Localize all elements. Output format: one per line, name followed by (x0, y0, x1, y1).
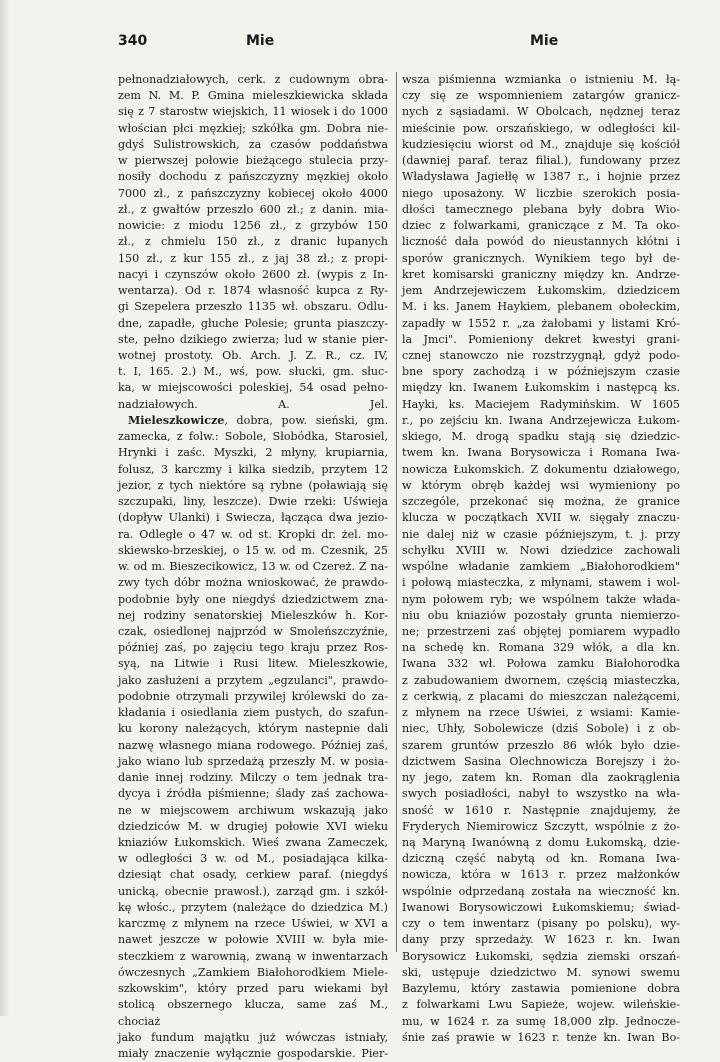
text-line: dziedziców M. w drugiej połowie XVI wieku (118, 819, 388, 833)
text-line: włościan płci męzkiej; szkółka gm. Dobra nie- (118, 121, 388, 135)
text-line: ka, w miejscowości poleskiej, 54 osad pełno- (118, 381, 388, 395)
text-line: schyłku XVIII w. Nowi dziedzice zachowali (402, 543, 680, 557)
text-line: karczmę z młynem na rzece Uświei, w XVI a (118, 917, 388, 931)
text-line: szczupaki, liny, leszcze). Dwie rzeki: Uświeja (118, 495, 388, 509)
text-line: z folwarkami Lwu Sapieże, wojew. wileńskie- (402, 998, 680, 1012)
text-line: ra. Odległe o 47 w. od st. Kropki dr. żel. mo- (118, 527, 388, 541)
text-line: (dopływ Ulanki) i Swiecza, łącząca dwa jezio- (118, 511, 388, 525)
text-line: dziesiąt chat osady, cerkiew paraf. (niegdyś (118, 868, 388, 882)
text-line: wotnej prostoty. Ob. Arch. J. Z. R., cz. IV, (118, 348, 388, 362)
text-line: la Jmci". Pomieniony dekret kwestyi grani- (402, 332, 680, 346)
text-line: jako wiano lub sprzedażą przeszły M. w posia- (118, 754, 388, 768)
text-line: wspólne władanie zamkiem „Białohorodkiem" (402, 560, 680, 574)
text-line: nowicza Łukomskich. Z dokumentu działowego, (402, 462, 680, 476)
text-line: szarem gruntów przeszło 86 włók było dzie- (402, 738, 680, 752)
text-line: się z 7 starostw wiejskich, 11 wiosek i do 1000 (118, 105, 388, 119)
text-line: w którym obręb każdej wsi wymieniony po (402, 478, 680, 492)
text-line: zwy tych dóbr można wnioskować, że prawdo- (118, 576, 388, 590)
text-line: unicką, obecnie prawosł.), zarząd gm. i szkół- (118, 884, 388, 898)
text-line: skiewsko-brzeskiej, o 15 w. od m. Czesnik, 25 (118, 543, 388, 557)
text-line: ny jego, zatem kn. Roman dla zaokrąglenia (402, 771, 680, 785)
text-line: Iwanowi Borysowiczowi Łukomskiemu; świad- (402, 900, 680, 914)
text-line: zł., z gwałtów przeszło 600 zł.; z danin. mia- (118, 202, 388, 216)
left-text-column (118, 72, 388, 1062)
text-line: syą, na Litwie i Rusi litew. Mieleszkowie, (118, 657, 388, 671)
text-line: cznej stanowczo nie rozstrzygnął, gdyż podo- (402, 348, 680, 362)
text-line: 7000 zł., z pańszczyzny kobiecej około 4000 (118, 186, 388, 200)
text-line: czak, osiedlonej najprzód w Smoleńszczyźnie, (118, 624, 388, 638)
text-line: z młynem na rzece Uświei, z wsiami: Kamie- (402, 706, 680, 720)
text-line: nie dalej niż w czasie późniejszym, t. j. przy (402, 527, 680, 541)
text-line: ste, pełno dzikiego zwierza; lud w stanie pier- (118, 332, 388, 346)
text-line: sporów granicznych. Wynikiem tego był de- (402, 251, 680, 265)
text-line: wentarza). Od r. 1874 własność kupca z Ry- (118, 284, 388, 298)
text-line: stolicą obszernego klucza, same zaś M., chociaż (118, 998, 388, 1028)
text-line: zapadły w 1552 r. „za żałobami y listami Kró- (402, 316, 680, 330)
text-line: pełnonadziałowych, cerk. z cudownym obra- (118, 73, 388, 86)
text-line: nowicza, która w 1613 r. przez małżonków (402, 868, 680, 882)
text-line: liczność dała powód do nieustannych kłótni i (402, 235, 680, 249)
text-line: podobnie otrzymali przywilej królewski do za- (118, 689, 388, 703)
text-line: gdyś Sulistrowskich, za czasów poddaństwa (118, 137, 388, 151)
text-line: w odległości 3 w. od M., posiadająca kilka- (118, 852, 388, 866)
text-line: nosiły dochodu z pańszczyzny męzkiej około (118, 170, 388, 184)
text-line: r., po zejściu kn. Iwana Andrzejewicza Łukom- (402, 413, 680, 427)
text-line: jako fundum majątku już wówczas istniały, (118, 1030, 388, 1044)
text-line: szczególe, przekonać się można, że granice (402, 495, 680, 509)
text-line: gi Szepelera przeszło 1135 wł. obszaru. Odlu- (118, 300, 388, 314)
text-line: nazwę własnego miana rodowego. Później zaś, (118, 738, 388, 752)
page-edge-shadow (0, 0, 10, 1016)
text-line: dzictwem Sasina Olechnowicza Borejszy i żo- (402, 754, 680, 768)
text-line: z zabudowaniem dwornem, częścią miasteczka, (402, 673, 680, 687)
running-header (118, 33, 680, 55)
text-line: czy się ze wspomnieniem zatargów granicz- (402, 89, 680, 103)
text-line: bne spory zachodzą i w późniejszym czasie (402, 365, 680, 379)
text-line: Bazylemu, który zastawia pomienione dobra (402, 982, 680, 996)
text-line: w pierwszej połowie bieżącego stulecia przy- (118, 154, 388, 168)
page-number: 340 (118, 33, 148, 49)
text-line: czy o tem inwentarz (pisany po polsku), wy- (402, 917, 680, 931)
text-line: t. I, 165. 2.) M., wś, pow. słucki, gm. słuc- (118, 365, 388, 379)
text-line: nej rodziny senatorskiej Mieleszków h. Kor- (118, 608, 388, 622)
text-line: folusz, 3 karczmy i kilka siedzib, przytem 12 (118, 462, 388, 476)
right-text-column (402, 72, 680, 1046)
text-line: Fryderych Niemirowicz Szczytt, wspólnie z żo- (402, 819, 680, 833)
text-line: wsza piśmienna wzmianka o istnieniu M. łą- (402, 73, 680, 86)
right-running-title: Mie (530, 33, 559, 49)
text-line: i połową miasteczka, z młynami, stawem i wol- (402, 576, 680, 590)
text-line: ne w miejscowem archiwum wskazują jako (118, 803, 388, 817)
text-line: ówczesnych „Zamkiem Białohorodkiem Miele- (118, 965, 388, 979)
text-line: niu obu kniaziów pozostały grunta niemierzo- (402, 608, 680, 622)
entry-headword: Mieleszkowicze (128, 413, 225, 427)
text-line: jako zasłużeni a przytem „egzulanci", prawdo- (118, 673, 388, 687)
text-line: swych posiadłości, nabył to wszystko na wła- (402, 787, 680, 801)
text-line: nawet jeszcze w połowie XVIII w. była mie- (118, 933, 388, 947)
text-line: szkowskim", który przed paru wiekami był (118, 982, 388, 996)
text-line: zamecka, z folw.: Sobole, Słobódka, Starosiel, (118, 430, 388, 444)
text-line: nadziałowych. A. Jel. (118, 397, 388, 411)
text-line: klucza w początkach XVII w. sięgały znaczu- (402, 511, 680, 525)
text-line: sność w 1610 r. Następnie znajdujemy, że (402, 803, 680, 817)
text-line: wspólnie odprzedaną została na wieczność kn. (402, 884, 680, 898)
text-line: dycya i źródła piśmienne; ślady zaś zachowa- (118, 787, 388, 801)
text-line: niego uposażony. W liczbie szerokich posia- (402, 186, 680, 200)
text-line: niec, Uhły, Sobolewicze (dziś Sobole) i z ob- (402, 722, 680, 736)
text-line: dziec z folwarkami, graniczące z M. Ta oko- (402, 219, 680, 233)
text-line: dłości tamecznego plebana były dobra Wio- (402, 202, 680, 216)
text-line: ne; przestrzeni zaś objętej pomiarem wypadło (402, 624, 680, 638)
text-line: z cerkwią, z placami do mieszczan należącemi, (402, 689, 680, 703)
text-line: 150 zł., z kur 155 zł., z jaj 38 zł.; z propi- (118, 251, 388, 265)
text-line: kret komisarski graniczny między kn. Andrze- (402, 267, 680, 281)
text-line: nym połowem ryb; we wspólnem także włada- (402, 592, 680, 606)
text-line: miały znaczenie wyłącznie gospodarskie. Pier- (118, 1047, 388, 1061)
text-line: ski, ustępuje dziedzictwo M. synowi swemu (402, 965, 680, 979)
text-line: steczkiem z warownią, zwaną w inwentarzach (118, 949, 388, 963)
text-line: kę włośc., przytem (należące do dziedzica M.) (118, 900, 388, 914)
text-line: Iwana 332 wł. Połowa zamku Białohorodka (402, 657, 680, 671)
text-line: twem kn. Iwana Borysowicza i Romana Iwa- (402, 446, 680, 460)
text-line: kudziesięciu wiorst od M., znajduje się kościół (402, 137, 680, 151)
text-line: kładania i osiedlania ziem pustych, do szafun- (118, 706, 388, 720)
text-line: Borysowicz Łukomski, sędzia ziemski orszań- (402, 949, 680, 963)
text-line: mu, w 1624 r. za sumę 18,000 złp. Jednocze- (402, 1014, 680, 1028)
left-running-title: Mie (246, 33, 275, 49)
text-line: mieścinie pow. orszańskiego, w odległości kil- (402, 121, 680, 135)
text-line: nowicie: z miodu 1256 zł., z grzybów 150 (118, 219, 388, 233)
text-line: dziczną część nabytą od kn. Romana Iwa- (402, 852, 680, 866)
text-line: śnie zaś prawie w 1623 r. tenże kn. Iwan Bo- (402, 1030, 680, 1044)
text-line: w. od m. Bieszecikowicz, 13 w. od Czereż. Z na- (118, 560, 388, 574)
column-divider (396, 72, 397, 952)
text-line: nacyi i czynszów około 2600 zł. (wypis z In- (118, 267, 388, 281)
text-line: Hayki, ks. Maciejem Radymińskim. W 1605 (402, 397, 680, 411)
text-line: zem N. M. P. Gmina mieleszkiewicka składa (118, 89, 388, 103)
text-line: dany przy sprzedaży. W 1623 r. kn. Iwan (402, 933, 680, 947)
text-line: Mieleszkowicze, dobra, pow. sieński, gm. (128, 413, 388, 427)
text-line: Hrynki i zaśc. Myszki, 2 młyny, krupiarnia, (118, 446, 388, 460)
text-line: jem Andrzejewiczem Łukomskim, dziedzicem (402, 284, 680, 298)
text-line: między kn. Iwanem Łukomskim i następcą ks. (402, 381, 680, 395)
text-line: ku korony należących, którym nastepnie dali (118, 722, 388, 736)
text-line: (dawniej paraf. teraz filial.), fundowany przez (402, 154, 680, 168)
text-line: ną Maryną Iwanówną z domu Łukomską, dzie- (402, 836, 680, 850)
text-line: później zaś, po zajęciu tego kraju przez Ros- (118, 641, 388, 655)
text-line: zł., z chmielu 150 zł., z dranic łupanych (118, 235, 388, 249)
text-line: Władysława Jagiełłę w 1387 r., i hojnie przez (402, 170, 680, 184)
text-line: danie innej rodziny. Milczy o tem jednak tra- (118, 771, 388, 785)
text-line: kniaziów Łukomskich. Wieś zwana Zameczek, (118, 836, 388, 850)
text-line: dne, zapadłe, głuche Polesie; grunta piaszczy- (118, 316, 388, 330)
text-line: M. i ks. Janem Haykiem, plebanem obołeckim, (402, 300, 680, 314)
text-line: na schedę kn. Romana 329 włók, a dla kn. (402, 641, 680, 655)
text-line: podobnie były one niegdyś dziedzictwem zna- (118, 592, 388, 606)
text-line: jezior, z tych niektóre są rybne (poławiają się (118, 478, 388, 492)
text-line: nych z sąsiadami. W Obolcach, nędznej teraz (402, 105, 680, 119)
text-line: skiego, M. drogą spadku stają się dziedzic- (402, 430, 680, 444)
